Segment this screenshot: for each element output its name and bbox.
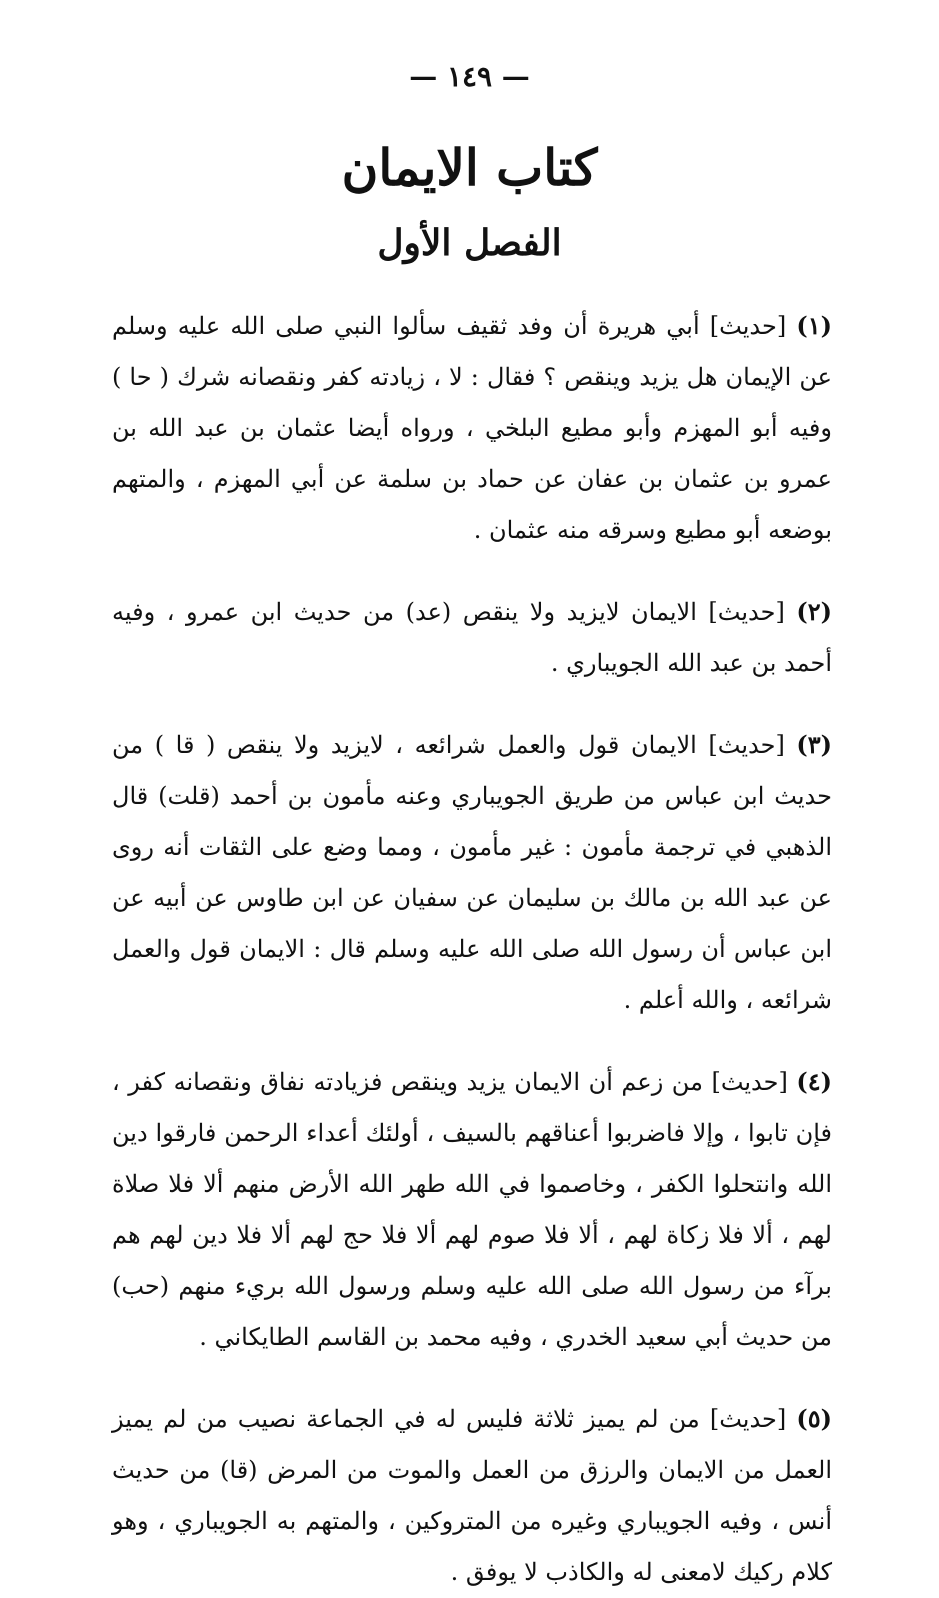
hadith-paragraph	[112, 1056, 832, 1363]
hadith-text: [حديث] الايمان قول والعمل شرائعه ، لايزيد ولا ينقص ( قا ) من حديث ابن عباس من طريق الجويباري وعنه مأمون بن أحمد (قلت) قال الذهبي في ترجمة مأمون : غير مأمون ، ومما وضع على الثقات أنه روى عن عبد الله بن مالك بن سليمان عن سفيان عن ابن طاوس عن أبيه عن ابن عباس أن رسول الله صلى الله عليه وسلم قال : الايمان قول والعمل شرائعه ، والله أعلم .	[112, 731, 832, 1014]
hadith-number: (١)	[796, 311, 832, 340]
hadith-text: [حديث] أبي هريرة أن وفد ثقيف سألوا النبي صلى الله عليه وسلم عن الإيمان هل يزيد وينقص ؟ فقال : لا ، زيادته كفر ونقصانه شرك ( حا ) وفيه أبو المهزم وأبو مطيع البلخي ، ورواه أيضا عثمان بن عبد الله بن عمرو بن عثمان بن عفان عن حماد بن سلمة عن أبي المهزم ، والمتهم بوضعه أبو مطيع وسرقه منه عثمان .	[112, 312, 832, 544]
hadith-paragraph	[112, 719, 832, 1026]
hadith-paragraph	[112, 300, 832, 556]
hadith-paragraph	[112, 1393, 832, 1598]
section-title: الفصل الأول	[377, 222, 562, 264]
page-number: — ١٤٩ —	[409, 60, 530, 93]
text-body	[112, 300, 832, 1598]
book-title: كتاب الايمان	[341, 138, 598, 197]
hadith-text: [حديث] من زعم أن الايمان يزيد وينقص فزيادته نفاق ونقصانه كفر ، فإن تابوا ، وإلا فاضربوا أعناقهم بالسيف ، أولئك أعداء الرحمن فارقوا دين الله وانتحلوا الكفر ، وخاصموا في الله طهر الله الأرض منهم ألا فلا صلاة لهم ، ألا فلا زكاة لهم ، ألا فلا صوم لهم ألا فلا حج لهم ألا فلا دين لهم هم برآء من رسول الله صلى الله عليه وسلم ورسول الله بريء منهم (حب) من حديث أبي سعيد الخدري ، وفيه محمد بن القاسم الطايكاني .	[112, 1068, 832, 1351]
hadith-text: [حديث] من لم يميز ثلاثة فليس له في الجماعة نصيب من لم يميز العمل من الايمان والرزق من العمل والموت من المرض (قا) من حديث أنس ، وفيه الجويباري وغيره من المتروكين ، والمتهم به الجويباري ، وهو كلام ركيك لامعنى له والكاذب لا يوفق .	[112, 1405, 833, 1586]
hadith-number: (٤)	[796, 1067, 832, 1096]
hadith-paragraph	[112, 586, 832, 689]
hadith-number: (٣)	[796, 730, 832, 759]
hadith-number: (٥)	[796, 1404, 832, 1433]
hadith-number: (٢)	[796, 597, 832, 626]
hadith-text: [حديث] الايمان لايزيد ولا ينقص (عد) من حديث ابن عمرو ، وفيه أحمد بن عبد الله الجويباري .	[112, 598, 832, 677]
